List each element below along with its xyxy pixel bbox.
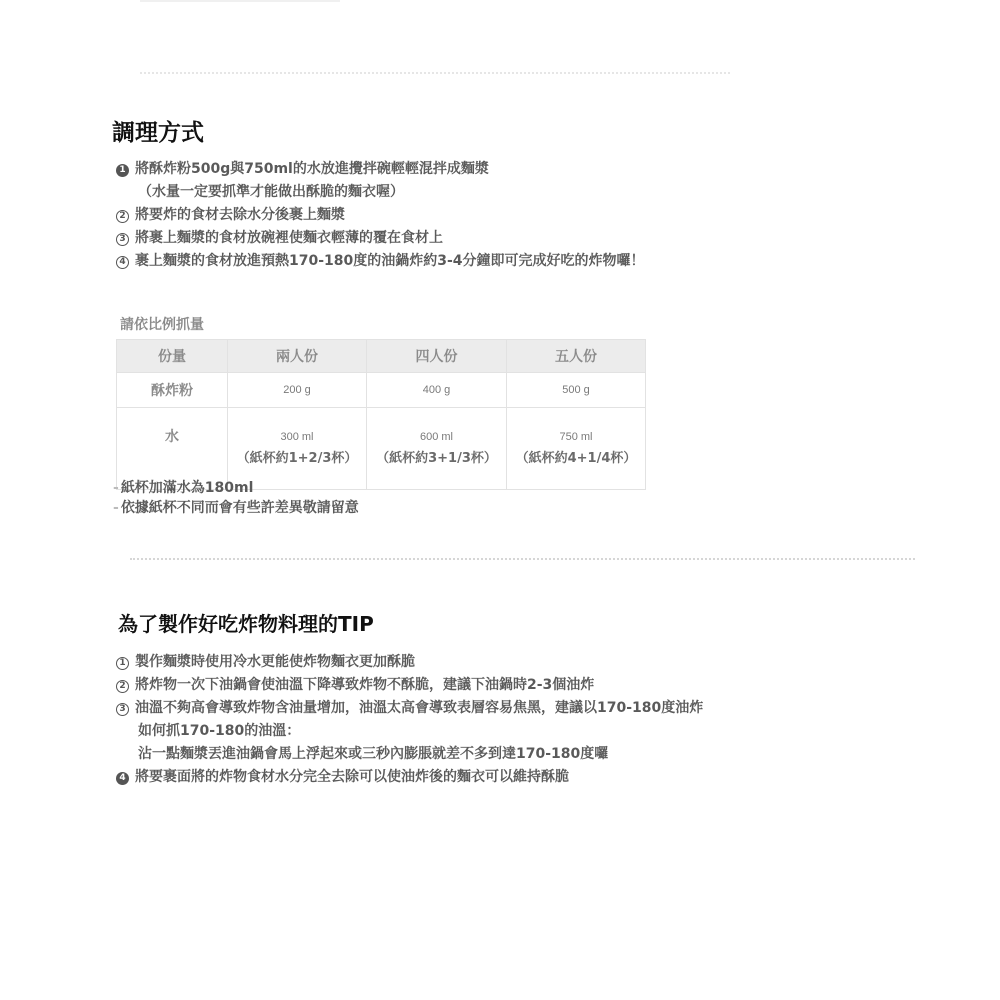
step-text: 將裹上麵漿的食材放碗裡使麵衣輕薄的覆在食材上 xyxy=(135,230,443,246)
step-text: 將酥炸粉500g與750ml的水放進攪拌碗輕輕混拌成麵漿 xyxy=(135,161,489,177)
tip-number-badge: 3 xyxy=(116,703,129,716)
cup-equivalent: （紙杯約1+2/3杯） xyxy=(236,451,358,466)
cup-equivalent: （紙杯約3+1/3杯） xyxy=(376,451,497,466)
step-number-badge: 3 xyxy=(116,233,129,246)
step-number-badge: 1 xyxy=(116,164,129,177)
top-faint-line xyxy=(140,0,340,2)
tip-subnote-text: 如何抓170-180的油溫： xyxy=(138,723,301,739)
cooking-step-note xyxy=(116,181,645,204)
table-header-cell: 五人份 xyxy=(507,340,646,373)
step-text: 裹上麵漿的食材放進預熱170-180度的油鍋炸約3-4分鐘即可完成好吃的炸物囉！ xyxy=(135,253,645,269)
top-divider xyxy=(140,72,730,74)
tip-number-badge: 4 xyxy=(116,772,129,785)
cup-equivalent: （紙杯約4+1/4杯） xyxy=(515,451,637,466)
table-cell xyxy=(507,408,646,490)
step-note-text: （水量一定要抓準才能做出酥脆的麵衣喔） xyxy=(138,184,404,200)
water-amount: 300 ml xyxy=(280,431,314,443)
section-divider xyxy=(130,558,915,560)
row-label: 酥炸粉 xyxy=(117,373,228,408)
table-cell: 400 g xyxy=(367,373,507,408)
tips-list xyxy=(116,651,703,789)
table-cell: 500 g xyxy=(507,373,646,408)
cooking-step xyxy=(116,204,645,227)
table-header-cell: 兩人份 xyxy=(228,340,367,373)
tip-text: 油溫不夠高會導致炸物含油量增加，油溫太高會導致表層容易焦黑，建議以170-180度油炸 xyxy=(135,700,704,716)
tip-item xyxy=(116,674,703,697)
tip-subnote xyxy=(116,720,703,743)
tip-number-badge: 2 xyxy=(116,680,129,693)
ratio-table-label: 請依比例抓量 xyxy=(120,317,204,333)
dash-bullet: - xyxy=(113,480,119,496)
cooking-step xyxy=(116,250,645,273)
cooking-step xyxy=(116,158,645,181)
table-header-cell: 份量 xyxy=(117,340,228,373)
water-amount: 750 ml xyxy=(559,431,593,443)
tip-item xyxy=(116,651,703,674)
note-text: 紙杯加滿水為180ml xyxy=(120,480,254,496)
ratio-notes xyxy=(113,478,359,518)
note-item xyxy=(113,498,359,518)
tip-text: 將要裹面將的炸物食材水分完全去除可以使油炸後的麵衣可以維持酥脆 xyxy=(135,769,569,785)
note-text: 依據紙杯不同而會有些許差異敬請留意 xyxy=(120,500,359,516)
table-row xyxy=(117,373,646,408)
cooking-steps-list xyxy=(116,158,645,273)
step-text: 將要炸的食材去除水分後裹上麵漿 xyxy=(135,207,345,223)
step-number-badge: 4 xyxy=(116,256,129,269)
tips-title: 為了製作好吃炸物料理的TIP xyxy=(118,612,374,636)
note-item xyxy=(113,478,359,498)
step-number-badge: 2 xyxy=(116,210,129,223)
table-cell xyxy=(367,408,507,490)
cooking-method-title: 調理方式 xyxy=(112,120,204,146)
table-header-cell: 四人份 xyxy=(367,340,507,373)
tip-number-badge: 1 xyxy=(116,657,129,670)
row-label: 水 xyxy=(117,408,228,490)
tip-subnote xyxy=(116,743,703,766)
table-header-row xyxy=(117,340,646,373)
cooking-step xyxy=(116,227,645,250)
ratio-table xyxy=(116,339,646,490)
table-cell: 200 g xyxy=(228,373,367,408)
tip-subnote-text: 沾一點麵漿丟進油鍋會馬上浮起來或三秒內膨脹就差不多到達170-180度囉 xyxy=(138,746,609,762)
water-amount: 600 ml xyxy=(419,431,454,443)
tip-text: 將炸物一次下油鍋會使油溫下降導致炸物不酥脆，建議下油鍋時2-3個油炸 xyxy=(135,677,595,693)
dash-bullet: - xyxy=(113,500,119,516)
tip-text: 製作麵漿時使用冷水更能使炸物麵衣更加酥脆 xyxy=(135,654,415,670)
tip-item xyxy=(116,697,703,720)
tip-item xyxy=(116,766,703,789)
